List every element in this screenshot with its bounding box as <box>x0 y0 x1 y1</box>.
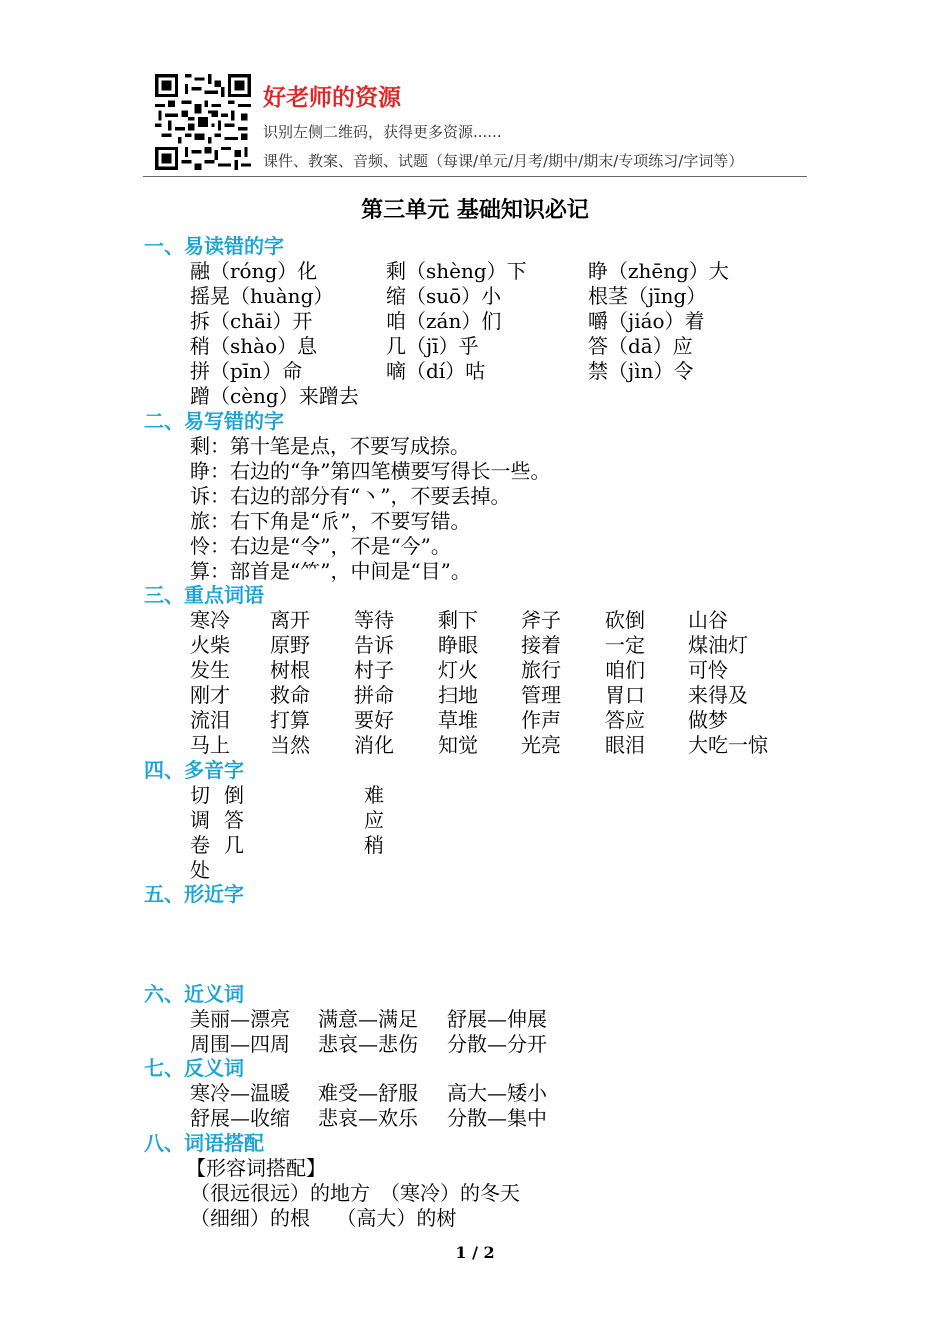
key-word: 救命 <box>270 683 310 707</box>
polyphone: 答 <box>224 808 244 832</box>
pinyin-item: 嘀（dí）咕 <box>386 359 486 383</box>
key-word: 眼泪 <box>605 733 645 757</box>
pinyin-item: 蹭（cèng）来蹭去 <box>190 384 359 408</box>
pinyin-item: 根茎（jīng） <box>588 284 707 308</box>
pinyin-item: 咱（zán）们 <box>386 309 502 333</box>
antonym-pair: 寒冷—温暖 <box>190 1081 290 1105</box>
key-word: 来得及 <box>688 683 748 707</box>
polyphone: 难 <box>364 783 384 807</box>
section-heading: 六、近义词 <box>144 982 244 1006</box>
antonym-pair: 舒展—收缩 <box>190 1106 290 1130</box>
pinyin-item: 拆（chāi）开 <box>190 309 313 333</box>
key-word: 剩下 <box>438 608 478 632</box>
section-heading: 五、形近字 <box>144 882 244 906</box>
pinyin-item: 嚼（jiáo）着 <box>588 309 705 333</box>
key-word: 消化 <box>354 733 394 757</box>
key-word: 马上 <box>190 733 230 757</box>
writing-tip: 睁：右边的“争”第四笔横要写得长一些。 <box>190 459 551 483</box>
section-heading: 三、重点词语 <box>144 583 264 607</box>
writing-tip: 诉：右边的部分有“丶”，不要丢掉。 <box>190 484 511 508</box>
header-divider <box>143 176 807 177</box>
key-word: 咱们 <box>605 658 645 682</box>
pinyin-item: 摇晃（huàng） <box>190 284 334 308</box>
key-word: 打算 <box>270 708 310 732</box>
section-heading: 二、易写错的字 <box>144 409 284 433</box>
key-word: 一定 <box>605 633 645 657</box>
pinyin-item: 几（jī）乎 <box>386 334 479 358</box>
key-word: 可怜 <box>688 658 728 682</box>
pinyin-item: 睁（zhēng）大 <box>588 259 729 283</box>
key-word: 要好 <box>354 708 394 732</box>
key-word: 发生 <box>190 658 230 682</box>
key-word: 知觉 <box>438 733 478 757</box>
synonym-pair: 悲哀—悲伤 <box>318 1032 418 1056</box>
section-heading: 七、反义词 <box>144 1056 244 1080</box>
key-word: 拼命 <box>354 683 394 707</box>
synonym-pair: 满意—满足 <box>318 1007 418 1031</box>
antonym-pair: 分散—集中 <box>447 1106 547 1130</box>
pinyin-item: 答（dā）应 <box>588 334 693 358</box>
key-word: 答应 <box>605 708 645 732</box>
pinyin-item: 融（róng）化 <box>190 259 318 283</box>
pinyin-item: 拼（pīn）命 <box>190 359 303 383</box>
key-word: 接着 <box>521 633 561 657</box>
key-word: 等待 <box>354 608 394 632</box>
polyphone: 应 <box>364 808 384 832</box>
section-heading: 一、易读错的字 <box>144 234 284 258</box>
key-word: 斧子 <box>521 608 561 632</box>
key-word: 告诉 <box>354 633 394 657</box>
key-word: 灯火 <box>438 658 478 682</box>
collocation-heading: 【形容词搭配】 <box>186 1156 326 1180</box>
key-word: 煤油灯 <box>688 633 748 657</box>
synonym-pair: 分散—分开 <box>447 1032 547 1056</box>
collocation-line: （很远很远）的地方 （寒冷）的冬天 <box>190 1181 520 1205</box>
polyphone: 稍 <box>364 833 384 857</box>
polyphone: 几 <box>224 833 244 857</box>
synonym-pair: 周围—四周 <box>190 1032 290 1056</box>
antonym-pair: 高大—矮小 <box>447 1081 547 1105</box>
header-resource-list: 课件、教案、音频、试题（每课/单元/月考/期中/期末/专项练习/字词等） <box>263 152 744 170</box>
key-word: 睁眼 <box>438 633 478 657</box>
pinyin-item: 稍（shào）息 <box>190 334 318 358</box>
antonym-pair: 难受—舒服 <box>318 1081 418 1105</box>
key-word: 管理 <box>521 683 561 707</box>
key-word: 流泪 <box>190 708 230 732</box>
key-word: 草堆 <box>438 708 478 732</box>
page-title: 第三单元 基础知识必记 <box>361 198 589 223</box>
writing-tip: 旅：右下角是“𠂢”，不要写错。 <box>190 509 471 533</box>
writing-tip: 算：部首是“⺮”，中间是“目”。 <box>190 559 471 583</box>
header-tagline: 识别左侧二维码，获得更多资源...... <box>263 123 502 141</box>
polyphone: 切 <box>190 783 210 807</box>
synonym-pair: 舒展—伸展 <box>447 1007 547 1031</box>
key-word: 原野 <box>270 633 310 657</box>
polyphone: 处 <box>190 858 210 882</box>
key-word: 寒冷 <box>190 608 230 632</box>
pinyin-item: 缩（suō）小 <box>386 284 502 308</box>
brand-name: 好老师的资源 <box>263 85 401 111</box>
key-word: 刚才 <box>190 683 230 707</box>
pinyin-item: 禁（jìn）令 <box>588 359 694 383</box>
writing-tip: 剩：第十笔是点，不要写成捺。 <box>190 434 470 458</box>
key-word: 大吃一惊 <box>688 733 768 757</box>
key-word: 做梦 <box>688 708 728 732</box>
antonym-pair: 悲哀—欢乐 <box>318 1106 418 1130</box>
key-word: 火柴 <box>190 633 230 657</box>
polyphone: 卷 <box>190 833 210 857</box>
polyphone: 调 <box>190 808 210 832</box>
section-heading: 四、多音字 <box>144 758 244 782</box>
key-word: 旅行 <box>521 658 561 682</box>
key-word: 砍倒 <box>605 608 645 632</box>
page-number: 1 / 2 <box>455 1243 495 1262</box>
key-word: 山谷 <box>688 608 728 632</box>
key-word: 光亮 <box>521 733 561 757</box>
collocation-line: （细细）的根 （高大）的树 <box>190 1206 457 1230</box>
key-word: 村子 <box>354 658 394 682</box>
key-word: 作声 <box>521 708 561 732</box>
key-word: 胃口 <box>605 683 645 707</box>
pinyin-item: 剩（shèng）下 <box>386 259 527 283</box>
section-heading: 八、词语搭配 <box>144 1131 264 1155</box>
polyphone: 倒 <box>224 783 244 807</box>
key-word: 离开 <box>270 608 310 632</box>
key-word: 当然 <box>270 733 310 757</box>
qr-code-icon <box>155 74 251 170</box>
key-word: 树根 <box>270 658 310 682</box>
synonym-pair: 美丽—漂亮 <box>190 1007 290 1031</box>
writing-tip: 怜：右边是“令”，不是“今”。 <box>190 534 451 558</box>
key-word: 扫地 <box>438 683 478 707</box>
